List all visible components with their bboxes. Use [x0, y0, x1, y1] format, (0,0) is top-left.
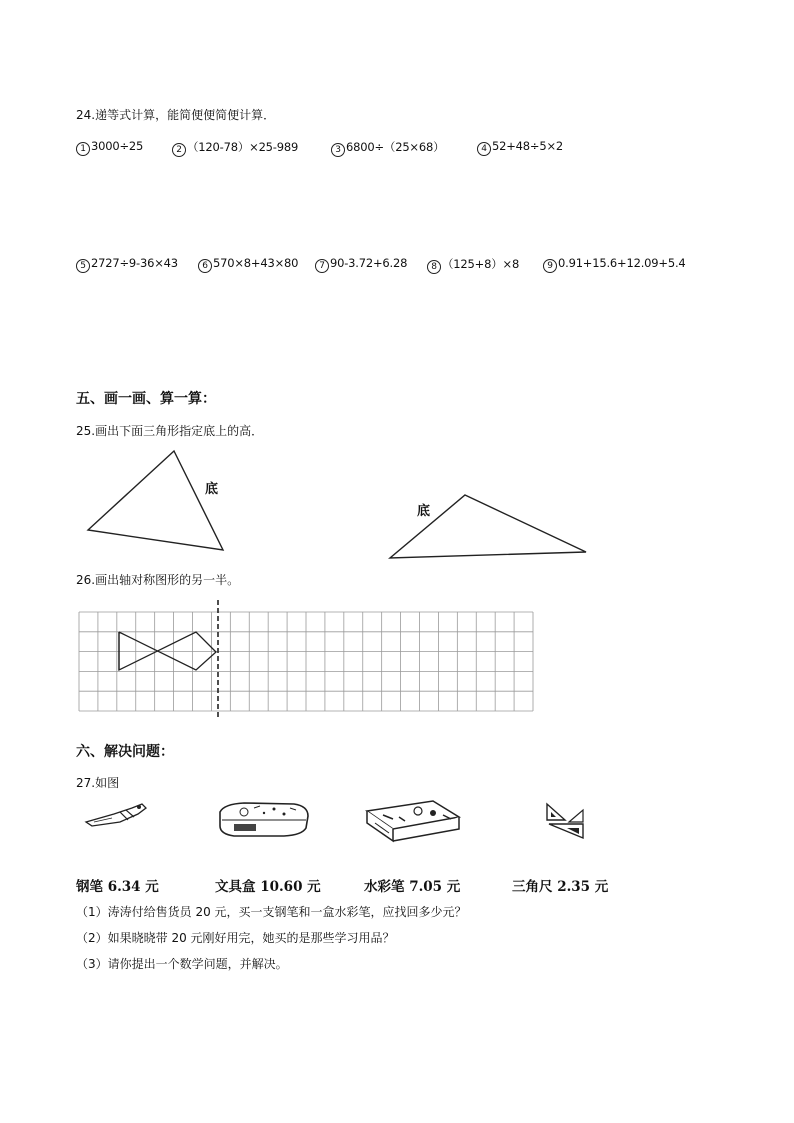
circled-number: 6	[198, 259, 212, 273]
q27-sub-3: （3）请你提出一个数学问题，并解决。	[76, 957, 288, 971]
q26-title: 26.画出轴对称图形的另一半。	[76, 573, 240, 587]
q27-sub-1: （1）涛涛付给售货员 20 元，买一支钢笔和一盒水彩笔，应找回多少元？	[76, 905, 467, 919]
expression: （120-78）×25-989	[187, 140, 299, 154]
section-6-heading: 六、解决问题：	[76, 744, 174, 760]
section-5-heading: 五、画一画、算一算：	[76, 391, 216, 407]
circled-number: 8	[427, 260, 441, 274]
base-label-1: 底	[205, 482, 219, 497]
expression: 52+48÷5×2	[492, 139, 564, 153]
circled-number: 1	[76, 142, 90, 156]
base-label-2: 底	[417, 504, 431, 519]
expression: 570×8+43×80	[213, 256, 299, 270]
circled-number: 4	[477, 142, 491, 156]
q25-title: 25.画出下面三角形指定底上的高．	[76, 424, 264, 438]
q27-sub-2: （2）如果晓晓带 20 元刚好用完，她买的是那些学习用品？	[76, 931, 395, 945]
watercolor-pen-box-icon	[363, 797, 463, 849]
expression: 90-3.72+6.28	[330, 256, 408, 270]
price-pencil-box: 文具盒 10.60 元	[215, 879, 321, 895]
circled-number: 5	[76, 259, 90, 273]
expression: 3000÷25	[91, 139, 144, 153]
set-square-icon	[543, 802, 587, 842]
expression: 6800÷（25×68）	[346, 140, 445, 154]
expression: 2727÷9-36×43	[91, 256, 178, 270]
bow-shape	[119, 632, 216, 670]
price-fountain-pen: 钢笔 6.34 元	[76, 879, 159, 895]
price-watercolor-pens: 水彩笔 7.05 元	[364, 879, 461, 895]
circled-number: 7	[315, 259, 329, 273]
circled-number: 2	[172, 143, 186, 157]
price-set-square: 三角尺 2.35 元	[512, 879, 609, 895]
q24-title: 24.递等式计算，能简便便简便计算．	[76, 108, 276, 122]
expression: 0.91+15.6+12.09+5.4	[558, 256, 686, 270]
expression: （125+8）×8	[442, 257, 520, 271]
circled-number: 9	[543, 259, 557, 273]
circled-number: 3	[331, 143, 345, 157]
q27-title: 27.如图	[76, 776, 120, 790]
pencil-box-icon	[214, 800, 314, 840]
fountain-pen-icon	[84, 800, 154, 835]
